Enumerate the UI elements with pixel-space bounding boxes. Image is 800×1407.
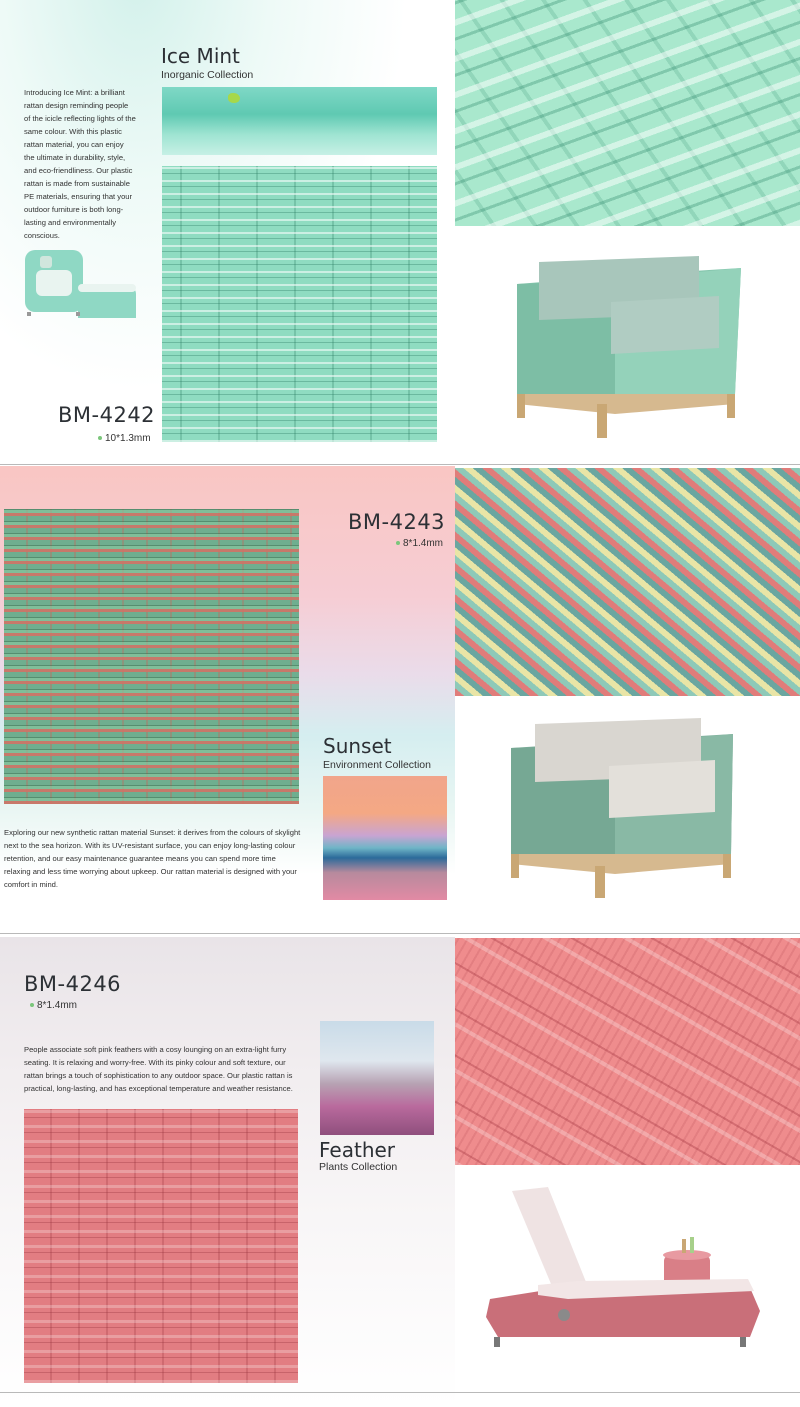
feather-title: Feather [319, 1138, 396, 1162]
sunset-spec [396, 538, 443, 549]
feather-description: People associate soft pink feathers with a cosy lounging on an extra-light furry seating. It is relaxing and worry-free. With its pinky colour and soft texture, our rattan brings a touch of sophistication to any outdoor space. Our plastic rattan is practical, long-lasting, and has exceptional temperature and weather resistance. [24, 1045, 293, 1093]
ice-mint-rattan-swatch [162, 166, 437, 442]
sunset-description: Exploring our new synthetic rattan material Sunset: it derives from the colours of skylight next to the sea horizon. With its UV-resistant surface, you can enjoy long-lasting colour retention, and our easy maintenance guarantee means you can spend more time relaxing and less time worrying about upkeep. Our rattan material is designed with your comfort in mind. [4, 828, 301, 889]
feather-section [0, 937, 800, 1407]
feather-subtitle: Plants Collection [319, 1161, 398, 1173]
bullet-icon [396, 541, 400, 545]
bullet-icon [98, 436, 102, 440]
sunset-spec-value: 8*1.4mm [403, 538, 444, 549]
feather-grass-photo [320, 1021, 434, 1135]
bullet-icon [30, 1003, 34, 1007]
feather-texture-closeup [455, 938, 800, 1165]
feather-spec [30, 1000, 77, 1011]
ice-mint-section [0, 0, 800, 463]
feather-lounger-photo [478, 1187, 768, 1367]
sunset-rattan-swatch [4, 509, 299, 804]
ice-mint-code: BM-4242 [58, 403, 156, 427]
feather-code: BM-4246 [24, 972, 122, 996]
ice-mint-subtitle: Inorganic Collection [161, 69, 254, 81]
sunset-code: BM-4243 [348, 510, 446, 534]
section-divider [0, 933, 800, 934]
ice-mint-spec [98, 433, 151, 444]
ice-mint-texture-closeup [455, 0, 800, 226]
sunset-title: Sunset [323, 734, 392, 758]
section-divider [0, 1392, 800, 1393]
ice-mint-water-photo [162, 87, 437, 155]
sunset-section [0, 466, 800, 930]
ice-mint-description: Introducing Ice Mint: a brilliant rattan design reminding people of the icicle reflecting lights of the same colour. With this plastic rattan material, you can enjoy the ultimate in durability, style, and eco-friendliness. Our plastic rattan is made from sustainable PE materials, ensuring that your outdoor furniture is both long-lasting and environmentally conscious. [24, 88, 136, 240]
ice-mint-title: Ice Mint [161, 44, 240, 68]
sunset-armchair-photo [505, 714, 745, 904]
ice-mint-chair-photo [22, 240, 142, 332]
ice-mint-armchair-photo [505, 244, 745, 444]
leaf-icon [228, 93, 240, 103]
sunset-texture-closeup [455, 468, 800, 696]
feather-rattan-swatch [24, 1109, 298, 1383]
sunset-subtitle: Environment Collection [323, 759, 431, 771]
feather-spec-value: 8*1.4mm [37, 1000, 78, 1011]
section-divider [0, 464, 800, 465]
ice-mint-spec-value: 10*1.3mm [105, 433, 151, 444]
sunset-beach-photo [323, 776, 447, 900]
